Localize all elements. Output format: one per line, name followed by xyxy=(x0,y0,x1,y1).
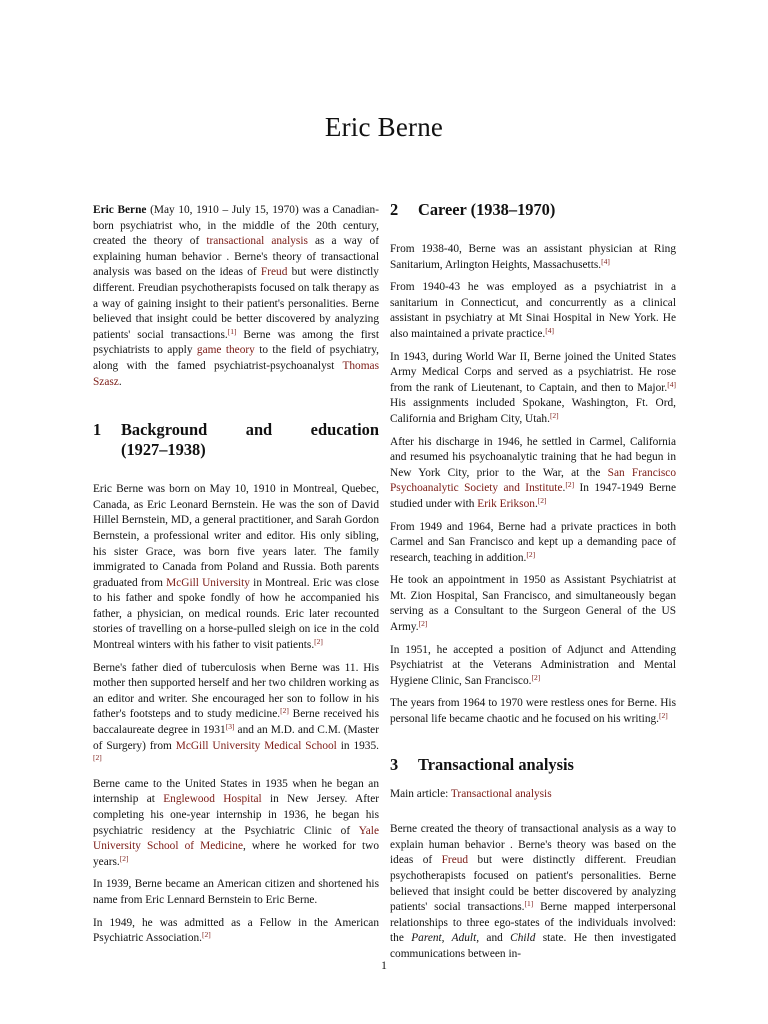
paragraph: From 1949 and 1964, Berne had a private practices in both Carmel and San Francisco and kept up a demanding pace of research, teaching in addition.[2] xyxy=(390,520,676,564)
page-number: 1 xyxy=(381,960,387,972)
citation-link[interactable]: [2] xyxy=(119,853,129,863)
left-column xyxy=(93,200,379,954)
citation-link[interactable]: [2] xyxy=(531,672,541,682)
section-number: 1 xyxy=(93,420,102,440)
subject-name: Eric Berne xyxy=(93,204,147,216)
citation-link[interactable]: [3] xyxy=(225,722,235,732)
link-mcgill-university[interactable]: McGill University xyxy=(166,576,250,589)
citation-link[interactable]: [4] xyxy=(667,379,676,389)
section-number: 2 xyxy=(390,200,399,219)
link-transactional-analysis[interactable]: transactional analysis xyxy=(206,235,308,248)
paragraph: In 1949, he was admitted as a Fellow in the American Psychiatric Association.[2] xyxy=(93,916,379,945)
paragraph: Berne created the theory of transactional analysis as a way to explain human behavior . Berne's theory was based on the ideas of Freud but were distinctly different. Freudian psychotherapists focused on patient's personalities. Berne believed that insight could be better discovered by analyzing patients' social transactions.[1] Berne mapped interpersonal relationships to three ego-states of the individuals involved: the Parent, Adult, and Child state. He then investigated communications between in- xyxy=(390,823,676,960)
section-heading-transactional-analysis xyxy=(390,755,676,775)
citation-link[interactable]: [2] xyxy=(565,480,575,490)
right-column xyxy=(390,200,676,970)
link-sf-psychoanalytic-society[interactable]: San Francisco Psychoanalytic Society and Institute xyxy=(390,466,677,495)
citation-link[interactable]: [2] xyxy=(659,711,668,721)
citation-link[interactable]: [2] xyxy=(202,930,211,940)
link-mcgill-medical-school[interactable]: McGill University Medical School xyxy=(175,739,337,752)
citation-link[interactable]: [1] xyxy=(524,899,534,909)
section-heading-career xyxy=(390,200,676,220)
citation-link[interactable]: [2] xyxy=(549,410,559,420)
paragraph: The years from 1964 to 1970 were restless ones for Berne. His personal life became chaotic and he focused on his writing.[2] xyxy=(390,697,676,726)
section-number: 3 xyxy=(390,754,399,774)
citation-link[interactable]: [4] xyxy=(545,325,555,335)
section-title: Career (1938–1970) xyxy=(418,200,556,219)
paragraph: After his discharge in 1946, he settled in Carmel, California and resumed his psychoanalytic training that he had begun in New York City, prior to the War, at the San Francisco Psychoanalytic Society and Institute.[2] In 1947-1949 Berne studied under with Erik Erikson.[2] xyxy=(390,435,677,510)
paragraph: In 1943, during World War II, Berne joined the United States Army Medical Corps and served as a psychiatrist. He rose from the rank of Lieutenant, to Captain, and then to Major.[4] His assignments included Spokane, Washington, Ft. Ord, California and Brigham City, Utah.[2] xyxy=(390,350,676,425)
citation-link[interactable]: [2] xyxy=(526,549,536,559)
link-game-theory[interactable]: game theory xyxy=(196,344,255,357)
citation-link[interactable]: [4] xyxy=(601,256,610,266)
paragraph: From 1940-43 he was employed as a psychiatrist in a sanitarium in Connecticut, and concurrently as a clinical assistant in psychiatry at Mt Sinai Hospital in New York. He also maintained a private practice.[4] xyxy=(390,281,676,340)
section-title: Background and education xyxy=(121,420,379,440)
citation-link[interactable]: [1] xyxy=(227,326,237,336)
section-title: Transactional analysis xyxy=(418,754,574,774)
paragraph: Berne's father died of tuberculosis when Berne was 11. His mother then supported herself and her two children working as an editor and writer. She encouraged her son to follow in his father's footsteps and to study medicine.[2] Berne received his baccalaureate degree in 1931[3] and an M.D. and C.M. (Master of Surgery) from McGill University Medical School in 1935.[2] xyxy=(93,661,379,763)
section-heading-background xyxy=(93,420,379,460)
intro-paragraph: Eric Berne (May 10, 1910 – July 15, 1970) was a Canadian-born psychiatrist who, in the middle of the 20th century, created the theory of transactional analysis as a way of explaining human behavior . Berne's theory of transactional analysis was based on the ideas of Freud but were distinctly different. Freudian psychotherapists focused on talk therapy as a way of gaining insight to their patient's personalities. Berne believed that insight could be better discovered by analyzing patients' social transactions.[1] Berne was among the first psychiatrists to apply game theory to the field of psychiatry, along with the famed psychiatrist-psychoanalyst Thomas Szasz. xyxy=(93,204,380,388)
paragraph: From 1938-40, Berne was an assistant physician at Ring Sanitarium, Arlington Heights, Massachusetts.[4] xyxy=(390,243,676,271)
citation-link[interactable]: [2] xyxy=(280,706,289,716)
paragraph: Berne came to the United States in 1935 when he began an internship at Englewood Hospital in New Jersey. After completing his one-year internship in 1936, he began his psychiatric residency at the Psychiatric Clinic of Yale University School of Medicine, where he worked for two years.[2] xyxy=(93,777,380,868)
link-yale-school-of-medicine[interactable]: Yale University School of Medicine xyxy=(93,824,379,853)
link-englewood-hospital[interactable]: Englewood Hospital xyxy=(163,793,262,806)
citation-link[interactable]: [2] xyxy=(537,495,547,505)
link-freud[interactable]: Freud xyxy=(441,854,469,867)
citation-link[interactable]: [2] xyxy=(314,637,323,647)
paragraph: He took an appointment in 1950 as Assistant Psychiatrist at Mt. Zion Hospital, San Francisco, and simultaneously began serving as a Consultant to the Surgeon General of the US Army.[2] xyxy=(390,574,676,634)
link-main-article[interactable]: Transactional analysis xyxy=(450,787,552,800)
link-thomas-szasz[interactable]: Thomas Szasz xyxy=(93,359,379,388)
citation-link[interactable]: [2] xyxy=(93,753,102,763)
link-erik-erikson[interactable]: Erik Erikson xyxy=(477,497,535,510)
paragraph: Eric Berne was born on May 10, 1910 in Montreal, Quebec, Canada, as Eric Leonard Bernstein. He was the son of David Hillel Bernstein, MD, a general practitioner, and Sarah Gordon Bernstein, a professional writer and editor. His only sibling, his sister Grace, was born five years later. The family immigrated to Canada from Poland and Russia. Both parents graduated from McGill University in Montreal. Eric was close to his father and spoke fondly of how he accompanied his father, a physician, on medical rounds. Eric later recounted stories of travelling on a horse-pulled sleigh on ice in the cold Montreal winters with his father to visit patients.[2] xyxy=(93,483,379,652)
page-title: Eric Berne xyxy=(324,112,444,142)
paragraph: In 1951, he accepted a position of Adjunct and Attending Psychiatrist at the Veterans Administration and Mental Hygiene Clinic, San Francisco.[2] xyxy=(390,643,676,687)
section-title-cont: (1927–1938) xyxy=(121,440,206,460)
main-article-note: Main article: Transactional analysis xyxy=(390,787,552,800)
paragraph: In 1939, Berne became an American citizen and shortened his name from Eric Lennard Bernstein to Eric Berne. xyxy=(93,878,379,906)
citation-link[interactable]: [2] xyxy=(418,619,428,629)
link-freud[interactable]: Freud xyxy=(260,266,288,279)
